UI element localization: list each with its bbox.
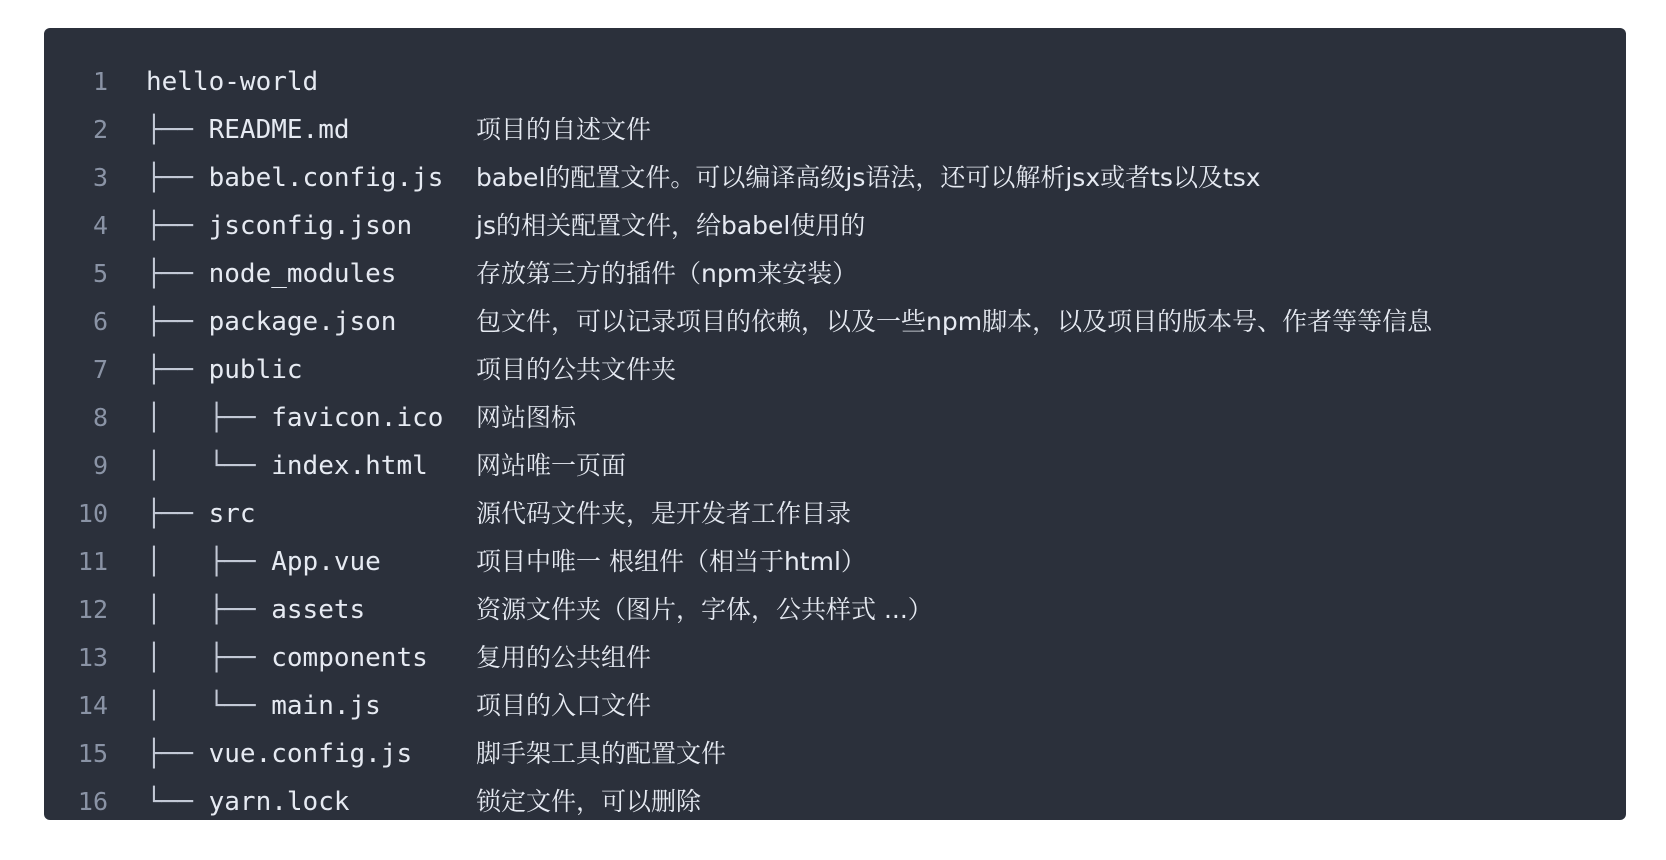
file-entry-description: 网站唯一页面 [476, 451, 627, 480]
line-number: 11 [77, 547, 108, 576]
line-content [118, 778, 701, 820]
tree-spacer [193, 163, 209, 193]
line-content [118, 154, 1261, 202]
file-entry-description: 脚手架工具的配置文件 [476, 739, 727, 768]
line-content [118, 730, 726, 778]
line-content [118, 298, 1432, 346]
file-entry-description: 存放第三方的插件（npm来安装） [476, 259, 858, 288]
tree-spacer [193, 739, 209, 769]
line-content [118, 442, 626, 490]
file-entry-description: js的相关配置文件，给babel使用的 [476, 211, 866, 240]
code-line [44, 730, 1626, 778]
tree-spacer [256, 691, 272, 721]
code-block [44, 28, 1626, 820]
line-number: 2 [92, 115, 108, 144]
file-entry-description: 包文件，可以记录项目的依赖，以及一些npm脚本，以及项目的版本号、作者等等信息 [476, 307, 1433, 336]
tree-branch-glyph: │ └── [146, 691, 256, 721]
line-number: 8 [92, 403, 108, 432]
line-number: 15 [77, 739, 108, 768]
code-line [44, 634, 1626, 682]
file-entry-description: 项目的入口文件 [476, 691, 652, 720]
line-number: 14 [77, 691, 108, 720]
code-line [44, 106, 1626, 154]
file-entry-name: favicon.ico [271, 403, 444, 433]
file-entry-name: assets [271, 595, 366, 625]
line-content [118, 250, 857, 298]
file-entry-name: src [208, 499, 256, 529]
code-line [44, 154, 1626, 202]
file-entry-name: public [208, 355, 303, 385]
line-number: 13 [77, 643, 108, 672]
file-entry-description: 复用的公共组件 [476, 643, 652, 672]
tree-branch-glyph: ├── [146, 211, 193, 241]
line-number: 12 [77, 595, 108, 624]
line-content [118, 538, 866, 586]
line-number: 3 [92, 163, 108, 192]
tree-spacer [193, 307, 209, 337]
code-line [44, 538, 1626, 586]
file-entry-name: jsconfig.json [208, 211, 413, 241]
file-entry-name: index.html [271, 451, 428, 481]
tree-spacer [256, 451, 272, 481]
tree-spacer [193, 787, 209, 817]
line-content [118, 586, 933, 634]
file-entry-description: 锁定文件，可以删除 [476, 787, 702, 816]
line-number: 7 [92, 355, 108, 384]
tree-spacer [193, 115, 209, 145]
file-entry-description: 资源文件夹（图片，字体，公共样式 ...） [476, 595, 933, 624]
line-content [118, 682, 651, 730]
code-line [44, 586, 1626, 634]
file-entry-name: node_modules [208, 259, 397, 289]
line-content [118, 106, 651, 154]
line-content [118, 490, 851, 538]
tree-branch-glyph: ├── [146, 163, 193, 193]
file-entry-description: 网站图标 [476, 403, 577, 432]
tree-branch-glyph: │ ├── [146, 643, 256, 673]
file-entry-name: hello-world [146, 67, 319, 97]
file-entry-description: 源代码文件夹，是开发者工作目录 [476, 499, 852, 528]
code-line [44, 442, 1626, 490]
tree-branch-glyph: │ ├── [146, 547, 256, 577]
tree-branch-glyph: └── [146, 787, 193, 817]
file-entry-description: babel的配置文件。可以编译高级js语法，还可以解析jsx或者ts以及tsx [476, 163, 1261, 192]
tree-spacer [193, 499, 209, 529]
file-entry-description: 项目的公共文件夹 [476, 355, 677, 384]
code-line [44, 346, 1626, 394]
file-entry-name: components [271, 643, 428, 673]
line-content [118, 58, 476, 106]
line-number: 10 [77, 499, 108, 528]
tree-branch-glyph: ├── [146, 115, 193, 145]
file-entry-name: babel.config.js [208, 163, 444, 193]
line-number: 16 [77, 787, 108, 816]
tree-spacer [193, 211, 209, 241]
file-entry-name: package.json [208, 307, 397, 337]
code-line [44, 250, 1626, 298]
tree-spacer [193, 259, 209, 289]
line-content [118, 634, 651, 682]
file-entry-name: main.js [271, 691, 381, 721]
tree-spacer [193, 355, 209, 385]
file-entry-name: vue.config.js [208, 739, 413, 769]
file-entry-description: 项目的自述文件 [476, 115, 652, 144]
tree-branch-glyph: ├── [146, 499, 193, 529]
tree-spacer [256, 403, 272, 433]
code-line [44, 394, 1626, 442]
tree-branch-glyph: │ ├── [146, 403, 256, 433]
tree-branch-glyph: ├── [146, 739, 193, 769]
line-number: 4 [92, 211, 108, 240]
line-content [118, 202, 865, 250]
tree-spacer [256, 643, 272, 673]
file-entry-description: 项目中唯一 根组件（相当于html） [476, 547, 866, 576]
tree-branch-glyph: ├── [146, 259, 193, 289]
tree-branch-glyph: ├── [146, 307, 193, 337]
file-entry-name: README.md [208, 115, 350, 145]
code-line-list [44, 58, 1626, 820]
line-content [118, 394, 576, 442]
file-entry-name: App.vue [271, 547, 381, 577]
tree-branch-glyph: ├── [146, 355, 193, 385]
line-number: 9 [92, 451, 108, 480]
line-number: 5 [92, 259, 108, 288]
code-line [44, 202, 1626, 250]
line-content [118, 346, 676, 394]
code-line [44, 58, 1626, 106]
code-line [44, 778, 1626, 820]
line-number: 1 [92, 67, 108, 96]
tree-spacer [256, 547, 272, 577]
file-entry-name: yarn.lock [208, 787, 350, 817]
line-number: 6 [92, 307, 108, 336]
code-line [44, 682, 1626, 730]
code-line [44, 298, 1626, 346]
tree-spacer [256, 595, 272, 625]
tree-branch-glyph: │ └── [146, 451, 256, 481]
tree-branch-glyph: │ ├── [146, 595, 256, 625]
code-line [44, 490, 1626, 538]
